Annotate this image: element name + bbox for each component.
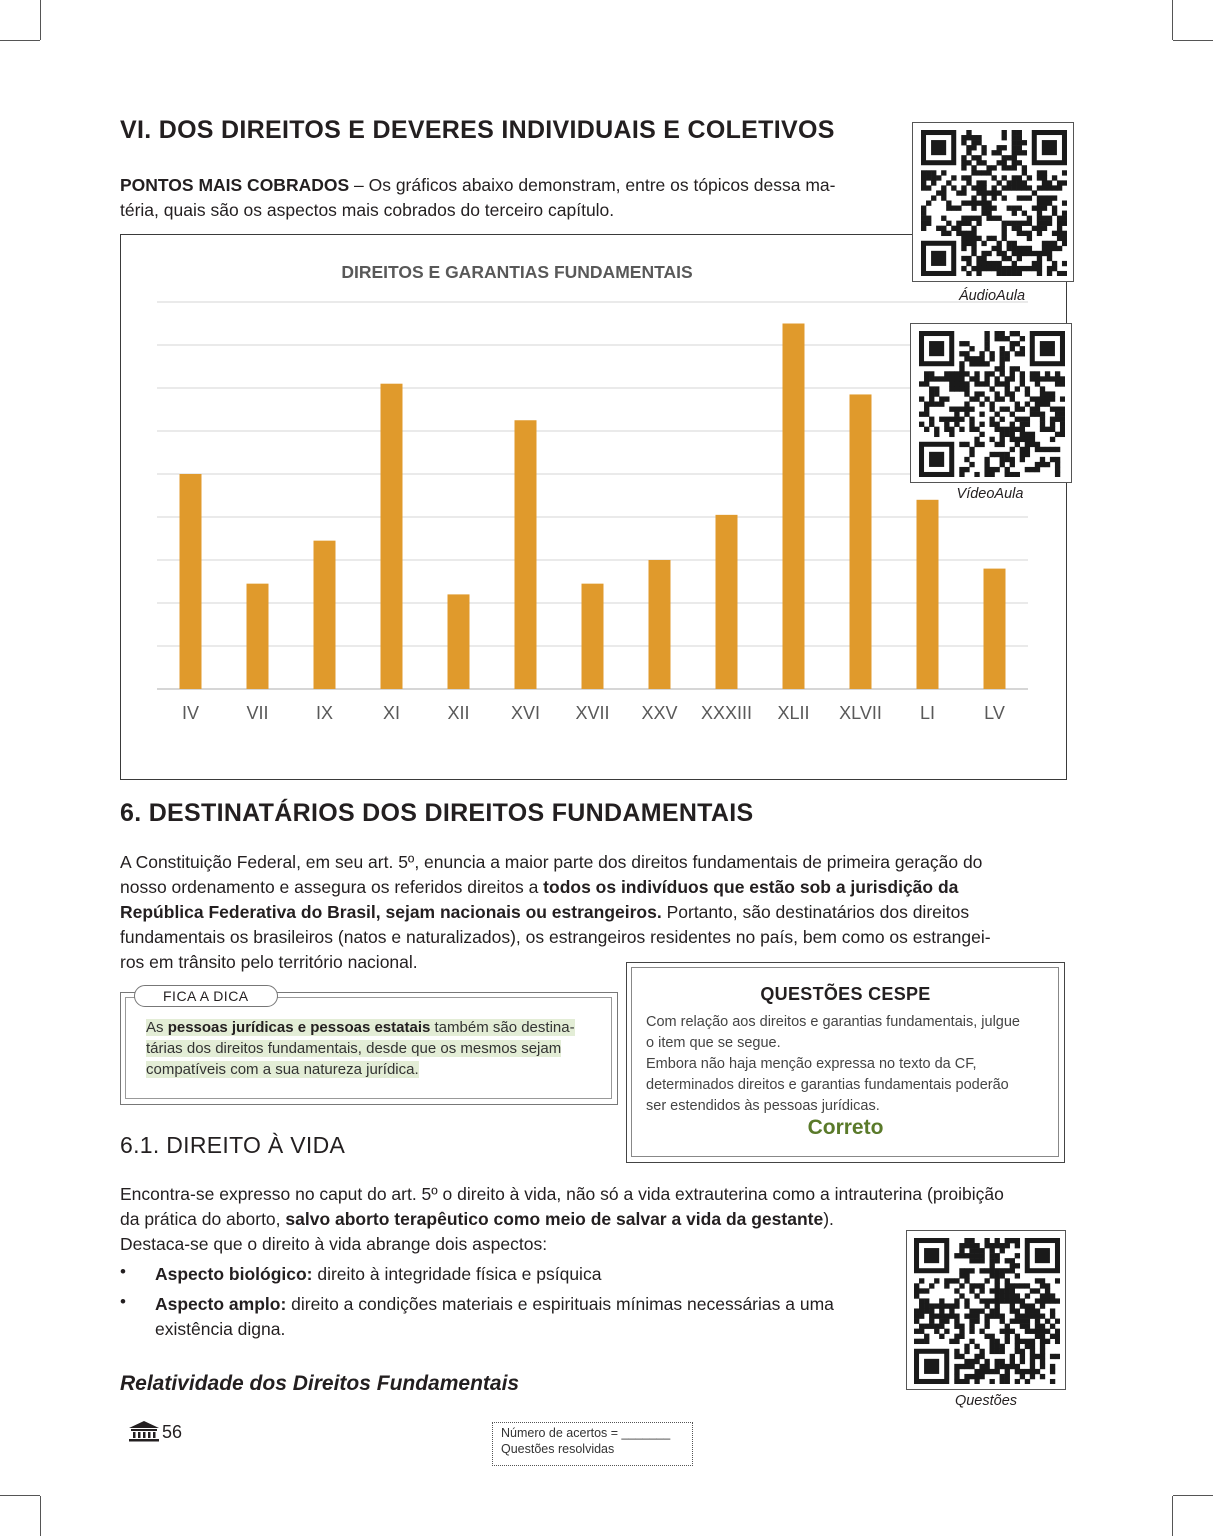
crop-mark: [40, 1496, 41, 1536]
dica-text-a: As: [146, 1019, 168, 1036]
qr-video-frame[interactable]: [910, 323, 1072, 483]
section-6-paragraph: [120, 850, 1065, 975]
bar-xxv: [649, 560, 671, 689]
bullet-dot: •: [120, 1262, 126, 1281]
s61-line-2b: salvo aborto terapêutico como meio de salvar a vida da gestante: [285, 1209, 824, 1229]
s61-line-1: Encontra-se expresso no caput do art. 5º o direito à vida, não só a vida extrauterina como a intrauterina (proibição: [120, 1184, 1004, 1204]
bullet-2-bold: Aspecto amplo:: [155, 1294, 287, 1314]
x-tick-label: LV: [984, 703, 1005, 723]
score-box: [492, 1422, 693, 1466]
bar-xvi: [515, 420, 537, 689]
dica-line-2: [146, 1038, 589, 1059]
qr-code-video-icon[interactable]: [919, 331, 1065, 477]
bar-vii: [247, 584, 269, 689]
intro-line-1: [120, 173, 905, 198]
dica-text: [146, 1017, 589, 1080]
cespe-line-5: ser estendidos às pessoas jurídicas.: [646, 1098, 880, 1114]
cespe-line-3: Embora não haja menção expressa no texto da CF,: [646, 1056, 977, 1072]
s6-line-3: [120, 900, 1065, 925]
x-tick-label: XI: [382, 703, 401, 723]
cespe-title: QUESTÕES CESPE: [760, 984, 931, 1004]
intro-line-2: téria, quais são os aspectos mais cobrados do terceiro capítulo.: [120, 200, 615, 220]
x-tick-label: LI: [919, 703, 936, 723]
bar-chart: [120, 234, 1067, 780]
x-tick-label: XLII: [777, 703, 810, 723]
crop-mark: [40, 0, 41, 40]
x-tick-label: XVI: [510, 703, 541, 723]
crop-mark: [0, 1495, 40, 1496]
crop-mark: [1173, 40, 1213, 41]
score-line-resolvidas: Questões resolvidas: [501, 1442, 615, 1456]
bullet-dot: •: [120, 1292, 126, 1311]
crop-mark: [1172, 1496, 1173, 1536]
qr-audio-caption: ÁudioAula: [958, 288, 1026, 304]
crop-mark: [1173, 1495, 1213, 1496]
subheading-relatividade: Relatividade dos Direitos Fundamentais: [120, 1372, 520, 1395]
x-tick-label: IX: [315, 703, 334, 723]
s6-line-4: fundamentais os brasileiros (natos e naturalizados), os estrangeiros residentes no país, bem como os estrangei-: [120, 927, 991, 947]
s61-line-3: Destaca-se que o direito à vida abrange dois aspectos:: [120, 1234, 548, 1254]
cespe-answer: Correto: [807, 1116, 884, 1139]
intro-bold: PONTOS MAIS COBRADOS: [120, 175, 350, 195]
s6-line-2b: todos os indivíduos que estão sob a jurisdição da: [543, 877, 959, 897]
s6-line-2a: nosso ordenamento e assegura os referidos direitos a: [120, 877, 544, 897]
x-tick-label: XII: [447, 703, 470, 723]
section-vi-intro: [120, 173, 905, 223]
bar-xxxiii: [716, 515, 738, 689]
bullet-2-text: direito a condições materiais e espirituais mínimas necessárias a uma: [286, 1294, 834, 1314]
bar-iv: [180, 474, 202, 689]
crop-mark: [0, 40, 40, 41]
x-tick-label: IV: [181, 703, 200, 723]
s6-line-3b: Portanto, são destinatários dos direitos: [661, 902, 970, 922]
s6-line-2: [120, 875, 1065, 900]
x-tick-label: VII: [246, 703, 269, 723]
cespe-line-1: Com relação aos direitos e garantias fundamentais, julgue: [646, 1014, 1020, 1030]
bar-xii: [448, 594, 470, 689]
bullet-item-amplo: [155, 1292, 900, 1342]
bullet-2-text-cont: existência digna.: [155, 1319, 286, 1339]
bullet-1-text: direito à integridade física e psíquica: [312, 1264, 602, 1284]
bar-xlvii: [850, 394, 872, 689]
dica-tab: FICA A DICA: [134, 985, 278, 1007]
dica-text-b: pessoas jurídicas e pessoas estatais: [167, 1019, 431, 1036]
cespe-line-2: o item que se segue.: [646, 1035, 781, 1051]
qr-questoes-caption: Questões: [954, 1393, 1018, 1409]
chart-title: DIREITOS E GARANTIAS FUNDAMENTAIS: [341, 262, 693, 282]
bar-xi: [381, 384, 403, 689]
qr-video-caption: VídeoAula: [956, 486, 1024, 502]
s61-line-2a: da prática do aborto,: [120, 1209, 286, 1229]
qr-audio-frame[interactable]: [912, 122, 1074, 282]
cespe-line-4: determinados direitos e garantias fundamentais poderão: [646, 1077, 1009, 1093]
s6-line-3a: República Federativa do Brasil, sejam nacionais ou estrangeiros.: [120, 902, 662, 922]
building-logo-icon: [128, 1420, 160, 1442]
score-line-acertos: Número de acertos = _______: [501, 1426, 671, 1440]
crop-mark: [1172, 0, 1173, 40]
cespe-text: [646, 1012, 1045, 1117]
bar-li: [917, 500, 939, 689]
bar-xlii: [783, 324, 805, 690]
s61-line-2c: ).: [823, 1209, 834, 1229]
bar-ix: [314, 541, 336, 689]
bullet-item-biologico: [155, 1262, 900, 1287]
dica-line-1: [146, 1017, 589, 1038]
s61-line-2: [120, 1207, 1065, 1232]
qr-code-audio-icon[interactable]: [921, 130, 1067, 276]
qr-code-questoes-icon[interactable]: [914, 1238, 1060, 1384]
bullet-1-bold: Aspecto biológico:: [155, 1264, 313, 1284]
dica-text-c: também são destina-: [430, 1019, 575, 1036]
s6-line-1: A Constituição Federal, em seu art. 5º, enuncia a maior parte dos direitos fundamentais de primeira geração do: [120, 852, 983, 872]
section-vi-title: VI. DOS DIREITOS E DEVERES INDIVIDUAIS E COLETIVOS: [120, 116, 835, 144]
section-6-1-title: 6.1. DIREITO À VIDA: [120, 1132, 346, 1158]
dica-line-3-text: compatíveis com a sua natureza jurídica.: [146, 1061, 419, 1078]
x-tick-label: XVII: [575, 703, 610, 723]
dica-line-2-text: tárias dos direitos fundamentais, desde que os mesmos sejam: [146, 1040, 562, 1057]
page-number: 56: [162, 1422, 183, 1442]
x-tick-label: XXV: [641, 703, 678, 723]
intro-text: – Os gráficos abaixo demonstram, entre os tópicos dessa ma-: [349, 175, 836, 195]
x-tick-label: XLVII: [839, 703, 882, 723]
bar-lv: [984, 569, 1006, 689]
dica-line-3: [146, 1059, 589, 1080]
s6-line-5: ros em trânsito pelo território nacional.: [120, 952, 418, 972]
x-tick-label: XXXIII: [700, 703, 753, 723]
qr-questoes-frame[interactable]: [906, 1230, 1066, 1390]
section-6-title: 6. DESTINATÁRIOS DOS DIREITOS FUNDAMENTAIS: [120, 799, 754, 827]
bar-xvii: [582, 584, 604, 689]
